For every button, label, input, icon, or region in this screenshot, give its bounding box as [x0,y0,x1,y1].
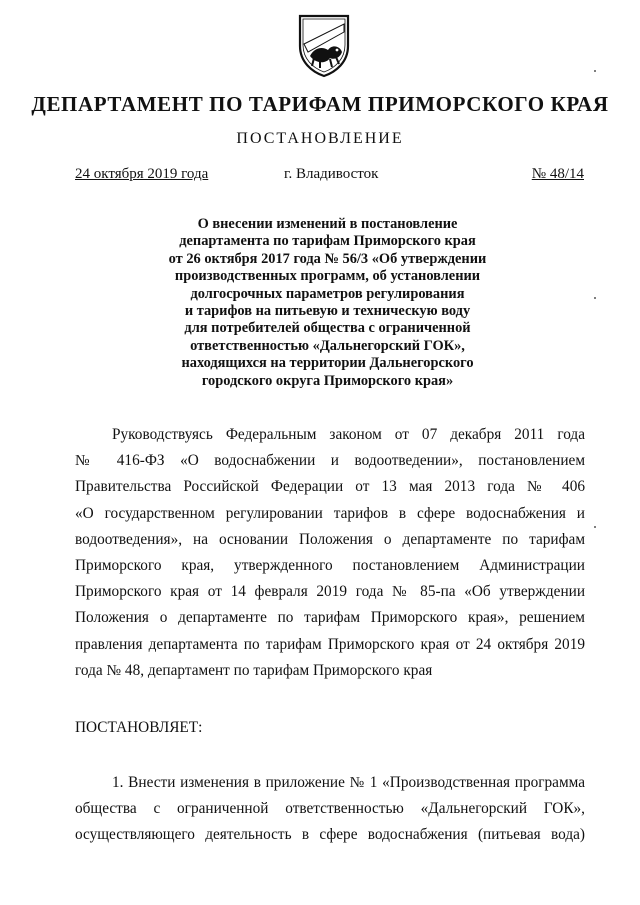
preamble-line: № 416-ФЗ «О водоснабжении и водоотведении», постановлением [75,452,585,470]
title-line: для потребителей общества с ограниченной [184,320,471,337]
organization-title: ДЕПАРТАМЕНТ ПО ТАРИФАМ ПРИМОРСКОГО КРАЯ [31,92,609,116]
preamble-line: Руководствуясь Федеральным законом от 07 декабря 2011 года [112,426,585,443]
document-title [150,216,505,390]
preamble-line: Положения о департаменте по тарифам Приморского края», решением [75,609,585,627]
document-city: г. Владивосток [284,166,379,182]
scan-speck [594,526,596,528]
preamble-line: Приморского края, утвержденного постановлением Администрации [75,557,585,575]
item-1-paragraph [75,770,585,849]
document-type: ПОСТАНОВЛЕНИЕ [236,130,404,147]
preamble-line: правления департамента по тарифам Приморского края от 24 октября 2019 [75,635,585,653]
item-1-line: осуществляющего деятельность в сфере водоснабжения (питьевая вода) [75,826,585,844]
preamble-paragraph [75,422,585,684]
item-1-line: общества с ограниченной ответственностью «Дальнегорский ГОК», [75,800,585,818]
title-line: находящихся на территории Дальнегорского [181,355,474,372]
scan-speck [594,70,596,72]
title-line: департамента по тарифам Приморского края [179,233,476,250]
preamble-line: Приморского края от 14 февраля 2019 года № 85-па «Об утверждении [75,583,585,601]
title-line: от 26 октября 2017 года № 56/3 «Об утверждении [168,250,487,267]
preamble-line: Правительства Российской Федерации от 13 мая 2013 года № 406 [75,478,585,496]
preamble-line: года № 48, департамент по тарифам Приморского края [75,661,433,679]
document-date: 24 октября 2019 года [75,166,209,182]
title-line: городского округа Приморского края» [201,372,454,389]
title-line: долгосрочных параметров регулирования [190,285,465,302]
resolve-heading: ПОСТАНОВЛЯЕТ: [75,719,203,736]
document-number: № 48/14 [531,166,584,182]
title-line: и тарифов на питьевую и техническую воду [184,303,471,320]
title-line: ответственностью «Дальнегорский ГОК», [190,337,465,354]
title-line: производственных программ, об установлении [174,268,481,285]
preamble-line: водоотведения», на основании Положения о департаменте по тарифам [75,530,585,548]
scan-speck [594,297,596,299]
preamble-line: «О государственном регулировании тарифов в сфере водоснабжения и [75,504,585,522]
coat-of-arms-icon [296,12,352,78]
item-1-line: 1. Внести изменения в приложение № 1 «Производственная программа [112,774,585,791]
title-line: О внесении изменений в постановление [197,216,458,232]
